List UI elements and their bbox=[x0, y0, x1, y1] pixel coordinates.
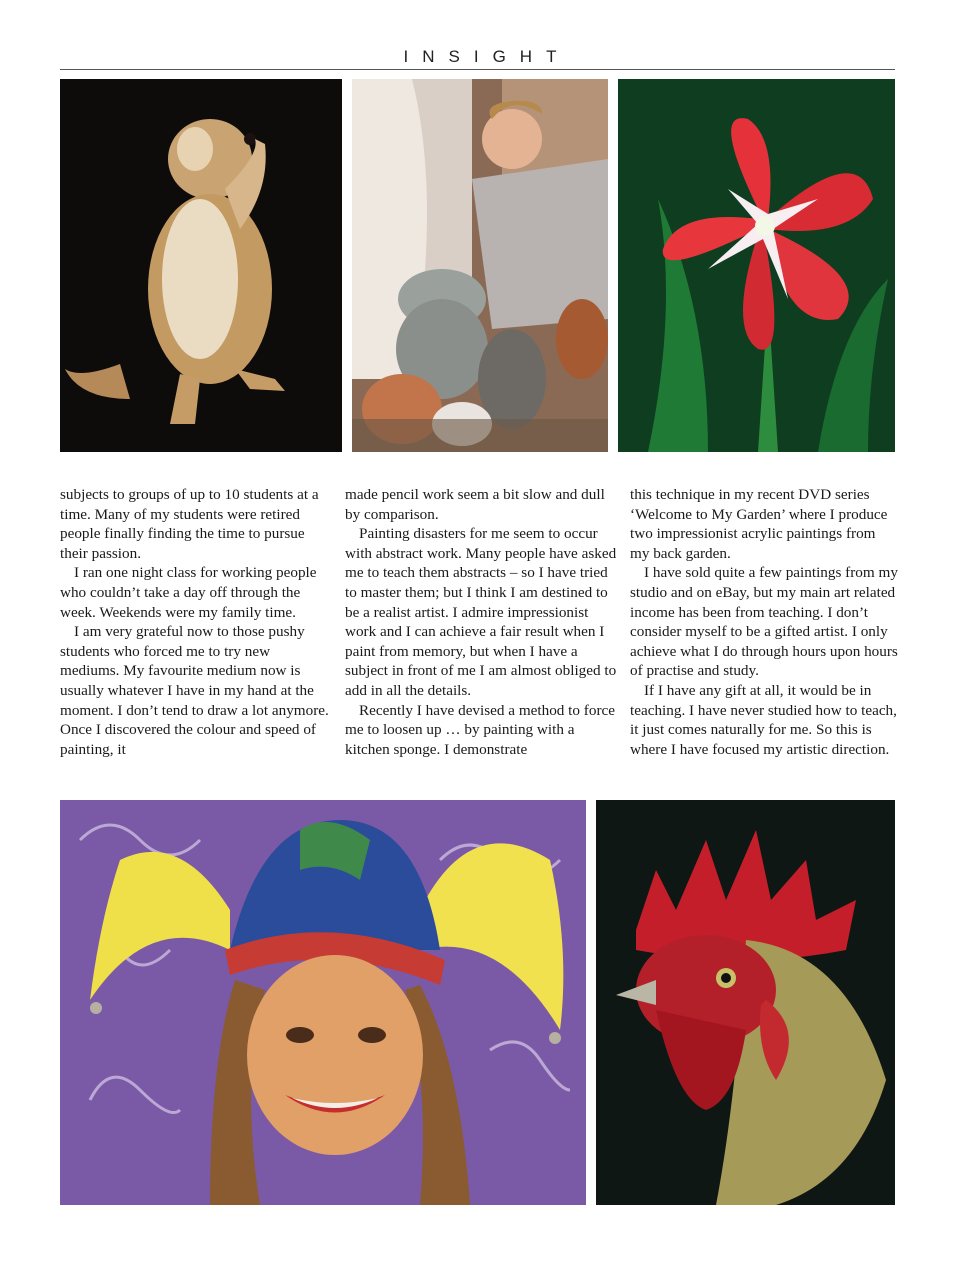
paragraph: I ran one night class for working people who couldn’t take a day off through the week. Weekends were my family time. bbox=[60, 564, 317, 621]
jester-girl-painting bbox=[60, 800, 586, 1205]
paragraph: If I have any gift at all, it would be in teaching. I have never studied how to teach, it just comes naturally for me. So this is where I have focused my artistic direction. bbox=[630, 681, 897, 758]
section-header: INSIGHT bbox=[403, 47, 571, 66]
header-rule bbox=[60, 69, 895, 70]
article-column-3 bbox=[630, 485, 898, 759]
paragraph: subjects to groups of up to 10 students at a time. Many of my students were retired people finally finding the time to pursue their passion. bbox=[60, 486, 319, 562]
article-column-2 bbox=[345, 485, 617, 759]
paragraph: Painting disasters for me seem to occur with abstract work. Many people have asked me to teach them abstracts – so I have tried to master them; but I think I am destined to be a realist artist. I admire impressionist work and I can achieve a fair result when I paint from memory, but when I have a subject in front of me I am almost obliged to add in all the details. bbox=[345, 525, 617, 699]
paragraph: made pencil work seem a bit slow and dull by comparison. bbox=[345, 486, 605, 523]
article-column-1 bbox=[60, 485, 332, 759]
paragraph: I have sold quite a few paintings from my studio and on eBay, but my main art related income has been from teaching. I don’t consider myself to be a gifted artist. I only achieve what I do through hours upon hours of practise and study. bbox=[630, 564, 898, 680]
paragraph: this technique in my recent DVD series ‘Welcome to My Garden’ where I produce two impressionist acrylic paintings from my back garden. bbox=[630, 486, 888, 562]
chihuahua-painting bbox=[60, 79, 342, 452]
paragraph: I am very grateful now to those pushy students who forced me to try new mediums. My favourite medium now is usually whatever I have in my hand at the moment. I don’t tend to draw a lot anymore. Once I discovered the colour and speed of painting, it bbox=[60, 623, 329, 758]
rooster-painting bbox=[596, 800, 895, 1205]
milking-painting bbox=[352, 79, 608, 452]
amaryllis-painting bbox=[618, 79, 895, 452]
paragraph: Recently I have devised a method to force me to loosen up … by painting with a kitchen sponge. I demonstrate bbox=[345, 701, 615, 758]
